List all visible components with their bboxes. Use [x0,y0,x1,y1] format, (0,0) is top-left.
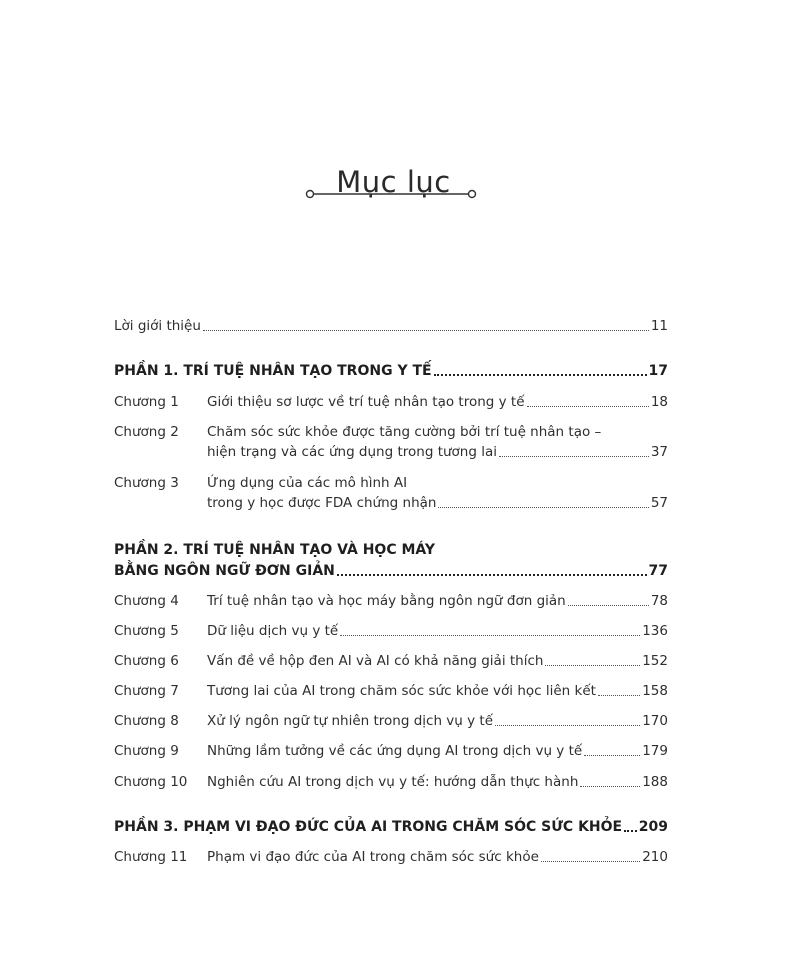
dot-leader [203,330,649,331]
page-number: 188 [642,774,668,790]
chapter-label: Chương 3 [114,475,179,491]
dot-leader [337,574,647,576]
page-number: 179 [642,743,668,759]
dot-leader [499,456,649,457]
dot-leader [527,406,649,407]
page-number: 170 [642,713,668,729]
dot-leader [568,605,649,606]
dot-leader [624,830,637,832]
toc-entry-intro[interactable]: Lời giới thiệu 11 [114,318,668,334]
toc-entry-chapter-10[interactable]: Chương 10 Nghiên cứu AI trong dịch vụ y tế: hướng dẫn thực hành 188 [114,774,668,790]
title-ornament-divider [305,188,477,200]
page-title: Mục lục [336,165,451,200]
page-number: 158 [642,683,668,699]
dot-leader [495,725,640,726]
toc-entry-chapter-5[interactable]: Chương 5 Dữ liệu dịch vụ y tế 136 [114,623,668,639]
page-number: 152 [642,653,668,669]
dot-leader [340,635,640,636]
toc-entry-chapter-4[interactable]: Chương 4 Trí tuệ nhân tạo và học máy bằng ngôn ngữ đơn giản 78 [114,593,668,609]
toc-part-3[interactable]: PHẦN 3. PHẠM VI ĐẠO ĐỨC CỦA AI TRONG CHĂM SÓC SỨC KHỎE 209 [114,819,668,835]
toc-entry-chapter-9[interactable]: Chương 9 Những lầm tưởng về các ứng dụng AI trong dịch vụ y tế 179 [114,743,668,759]
toc-entry-chapter-6[interactable]: Chương 6 Vấn đề về hộp đen AI và AI có khả năng giải thích 152 [114,653,668,669]
page-number: 57 [650,495,668,511]
dot-leader [584,755,640,756]
page-number: 78 [650,593,668,609]
page-number: 11 [650,318,668,334]
dot-leader [541,861,640,862]
page-number: 136 [642,623,668,639]
chapter-title-line: Chăm sóc sức khỏe được tăng cường bởi trí tuệ nhân tạo – [207,424,602,440]
dot-leader [438,507,648,508]
dot-leader [598,695,640,696]
toc-entry-chapter-3[interactable]: trong y học được FDA chứng nhận 57 [207,495,668,511]
dot-leader [580,786,640,787]
page-number: 209 [638,819,668,835]
page-number: 37 [650,444,668,460]
dot-leader [434,374,647,376]
dot-leader [545,665,640,666]
toc-entry-chapter-2[interactable]: hiện trạng và các ứng dụng trong tương lai 37 [207,444,668,460]
part-title-line: PHẦN 2. TRÍ TUỆ NHÂN TẠO VÀ HỌC MÁY [114,542,436,558]
toc-entry-chapter-7[interactable]: Chương 7 Tương lai của AI trong chăm sóc sức khỏe với học liên kết 158 [114,683,668,699]
page-number: 77 [648,563,668,579]
page-number: 18 [650,394,668,410]
toc-part-2[interactable]: BẰNG NGÔN NGỮ ĐƠN GIẢN 77 [114,563,668,579]
toc-entry-chapter-11[interactable]: Chương 11 Phạm vi đạo đức của AI trong chăm sóc sức khỏe 210 [114,849,668,865]
toc-part-1[interactable]: PHẦN 1. TRÍ TUỆ NHÂN TẠO TRONG Y TẾ 17 [114,363,668,379]
chapter-title-line: Ứng dụng của các mô hình AI [207,475,408,491]
page-number: 210 [642,849,668,865]
toc-entry-chapter-8[interactable]: Chương 8 Xử lý ngôn ngữ tự nhiên trong dịch vụ y tế 170 [114,713,668,729]
chapter-label: Chương 2 [114,424,179,440]
toc-entry-chapter-1[interactable]: Chương 1 Giới thiệu sơ lược về trí tuệ nhân tạo trong y tế 18 [114,394,668,410]
page-number: 17 [648,363,668,379]
